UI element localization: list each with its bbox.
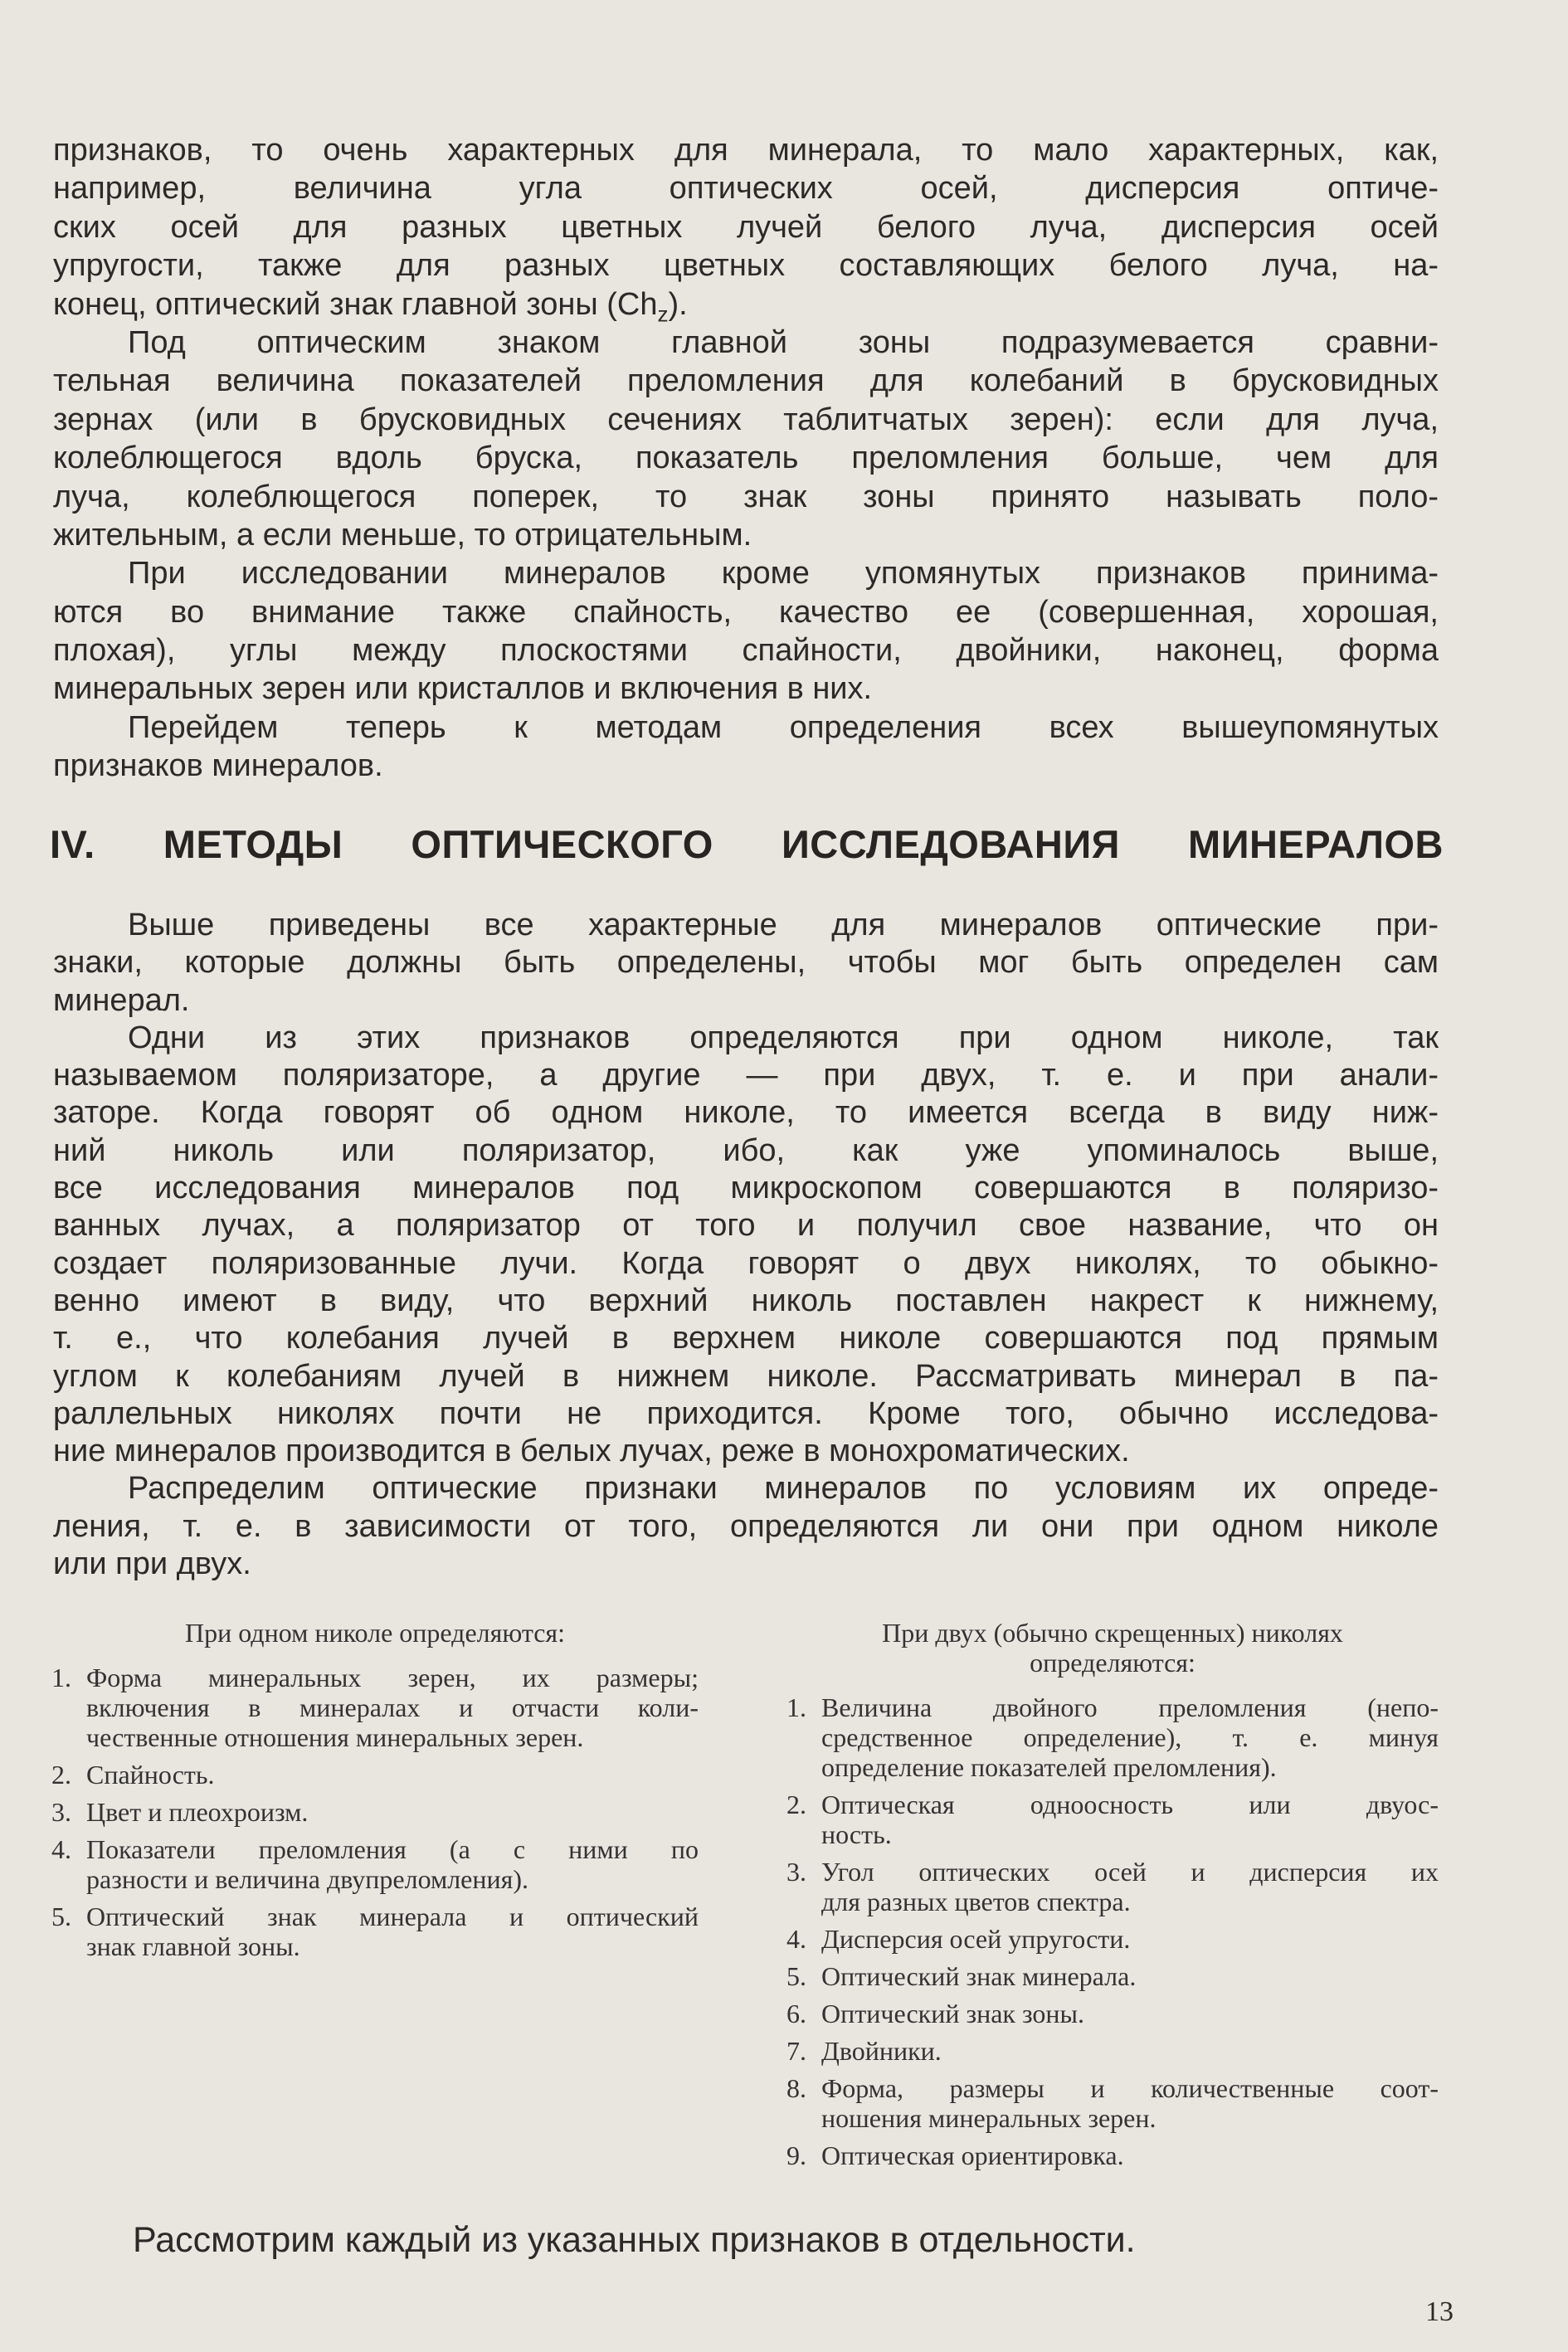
list-item-number: 2. — [51, 1760, 71, 1790]
text-line: зернах (или в брусковидных сечениях таблитчатых зерен): если для луча, — [53, 402, 1439, 437]
list-item-number: 2. — [786, 1790, 806, 1819]
text-line: ских осей для разных цветных лучей белого луча, дисперсия осей — [53, 209, 1439, 245]
text-line: ются во внимание также спайность, качество ее (совершенная, хорошая, — [53, 594, 1439, 630]
list-item — [786, 1924, 1439, 1954]
list-item-number: 3. — [51, 1797, 71, 1827]
text-line: знаки, которые должны быть определены, чтобы мог быть определен сам — [53, 945, 1439, 981]
body-text-block-1 — [53, 131, 1439, 786]
list-item-line: Оптический знак зоны. — [821, 1999, 1085, 2028]
list-item-line: определение показателей преломления). — [821, 1752, 1277, 1782]
list-heading — [51, 1618, 699, 1648]
section-heading: IV. МЕТОДЫ ОПТИЧЕСКОГО ИССЛЕДОВАНИЯ МИНЕРАЛОВ — [50, 822, 1444, 866]
list-item-line: Форма, размеры и количественные соот- — [821, 2073, 1439, 2103]
list-item — [786, 1790, 1439, 1849]
list-item-number: 5. — [51, 1902, 71, 1931]
list-item-line: Двойники. — [821, 2036, 942, 2066]
text-line: плохая), углы между плоскостями спайности, двойники, наконец, форма — [53, 633, 1439, 669]
list-item-line: ность. — [821, 1819, 892, 1849]
text-line: создает поляризованные лучи. Когда говорят о двух николях, то обыкно- — [53, 1245, 1439, 1281]
list-item — [51, 1797, 699, 1827]
text-line: Перейдем теперь к методам определения всех вышеупомянутых — [128, 709, 1439, 745]
list-heading-line: При двух (обычно скрещенных) николях — [882, 1618, 1343, 1648]
text-line: тельная величина показателей преломления для колебаний в брусковидных — [53, 363, 1439, 399]
subscript: z — [657, 301, 669, 327]
list-item-line: включения в минералах и отчасти коли- — [86, 1692, 699, 1722]
text-line: ления, т. е. в зависимости от того, определяются ли они при одном николе — [53, 1508, 1439, 1544]
list-item — [786, 2036, 1439, 2066]
list-item-line: знак главной зоны. — [86, 1931, 300, 1961]
list-item-number: 1. — [51, 1663, 71, 1692]
list-item-line: Оптический знак минерала. — [821, 1961, 1137, 1991]
list-item-number: 4. — [786, 1924, 806, 1954]
text-line: раллельных николях почти не приходится. Кроме того, обычно исследова- — [53, 1395, 1439, 1431]
list-item-line: средственное определение), т. е. минуя — [821, 1722, 1439, 1752]
text-line: углом к колебаниям лучей в нижнем николе. Рассматривать минерал в па- — [53, 1358, 1439, 1394]
list-item-number: 8. — [786, 2073, 806, 2103]
list-item — [786, 1692, 1439, 1782]
list-item — [51, 1663, 699, 1752]
text-line: ние минералов производится в белых лучах, реже в монохроматических. — [53, 1434, 1130, 1469]
text-line — [53, 285, 1439, 327]
text-line: Одни из этих признаков определяются при одном николе, так — [128, 1020, 1439, 1055]
list-item-line: Оптическая ориентировка. — [821, 2140, 1124, 2170]
list-item-number: 6. — [786, 1999, 806, 2028]
text-line: или при двух. — [53, 1546, 251, 1582]
text-line: ний николь или поляризатор, ибо, как уже упоминалось выше, — [53, 1132, 1439, 1168]
text-line: признаков, то очень характерных для минерала, то мало характерных, как, — [53, 133, 1439, 168]
list-item-line: Величина двойного преломления (непо- — [821, 1692, 1439, 1722]
text-line: колеблющегося вдоль бруска, показатель преломления больше, чем для — [53, 441, 1439, 476]
list-item-number: 5. — [786, 1961, 806, 1991]
list-item — [786, 1999, 1439, 2028]
list-item-number: 4. — [51, 1834, 71, 1864]
text-line: минерал. — [53, 982, 190, 1018]
text-line: минеральных зерен или кристаллов и включения в них. — [53, 671, 873, 707]
text-line: признаков минералов. — [53, 748, 383, 784]
list-item-number: 1. — [786, 1692, 806, 1722]
list-item-number: 3. — [786, 1857, 806, 1887]
text-line: упругости, также для разных цветных составляющих белого луча, на- — [53, 248, 1439, 284]
list-item-line: Угол оптических осей и дисперсия их — [821, 1857, 1439, 1887]
list-item-line: Оптическая одноосность или двуос- — [821, 1790, 1439, 1819]
list-item — [51, 1760, 699, 1790]
text-line: ванных лучах, а поляризатор от того и получил свое название, что он — [53, 1208, 1439, 1244]
text-line: При исследовании минералов кроме упомянутых признаков принима- — [128, 556, 1439, 592]
list-item — [51, 1834, 699, 1894]
text-line: заторе. Когда говорят об одном николе, то имеется всегда в виду ниж- — [53, 1095, 1439, 1131]
list-item-line: разности и величина двупреломления). — [86, 1864, 528, 1894]
page-number: 13 — [1425, 2296, 1454, 2327]
list-item-line: ношения минеральных зерен. — [821, 2103, 1157, 2133]
closing-sentence: Рассмотрим каждый из указанных признаков в отдельности. — [133, 2220, 1136, 2260]
list-item — [786, 1857, 1439, 1916]
list-item-line: Оптический знак минерала и оптический — [86, 1902, 699, 1931]
list-item-line: Цвет и плеохроизм. — [86, 1797, 309, 1827]
text-line: называемом поляризаторе, а другие — при двух, т. е. и при анали- — [53, 1058, 1439, 1093]
text-line: например, величина угла оптических осей, дисперсия оптиче- — [53, 171, 1439, 207]
text-fragment: ). — [668, 286, 688, 322]
text-fragment: конец, оптический знак главной зоны (Ch — [53, 286, 658, 322]
list-item — [786, 2140, 1439, 2170]
list-item-line: Спайность. — [86, 1760, 215, 1790]
list-item — [786, 2073, 1439, 2133]
text-line: т. е., что колебания лучей в верхнем николе совершаются под прямым — [53, 1321, 1439, 1356]
list-item — [51, 1902, 699, 1961]
list-heading-line: определяются: — [1030, 1648, 1195, 1678]
text-line: венно имеют в виду, что верхний николь поставлен накрест к нижнему, — [53, 1283, 1439, 1318]
list-item-line: чественные отношения минеральных зерен. — [86, 1722, 584, 1752]
list-item-line: Дисперсия осей упругости. — [821, 1924, 1131, 1954]
body-text-block-2 — [53, 907, 1439, 1583]
list-item-line: Форма минеральных зерен, их размеры; — [86, 1663, 699, 1692]
text-line: луча, колеблющегося поперек, то знак зоны принято называть поло- — [53, 479, 1439, 514]
text-line: Выше приведены все характерные для минералов оптические при- — [128, 908, 1439, 942]
list-item-number: 9. — [786, 2140, 806, 2170]
list-item-line: Показатели преломления (а с ними по — [86, 1834, 699, 1864]
list-item-number: 7. — [786, 2036, 806, 2066]
text-line: Под оптическим знаком главной зоны подразумевается сравни- — [128, 324, 1439, 360]
single-nicol-list — [51, 1618, 699, 1969]
list-item-line: для разных цветов спектра. — [821, 1887, 1131, 1916]
list-heading-line: При одном николе определяются: — [184, 1618, 566, 1648]
list-item — [786, 1961, 1439, 1991]
text-line: жительным, а если меньше, то отрицательным. — [53, 517, 752, 553]
crossed-nicols-list — [786, 1618, 1439, 2178]
list-heading — [786, 1618, 1439, 1678]
text-line: все исследования минералов под микроскопом совершаются в поляризо- — [53, 1171, 1439, 1206]
text-line: Распределим оптические признаки минералов по условиям их опреде- — [128, 1471, 1439, 1507]
